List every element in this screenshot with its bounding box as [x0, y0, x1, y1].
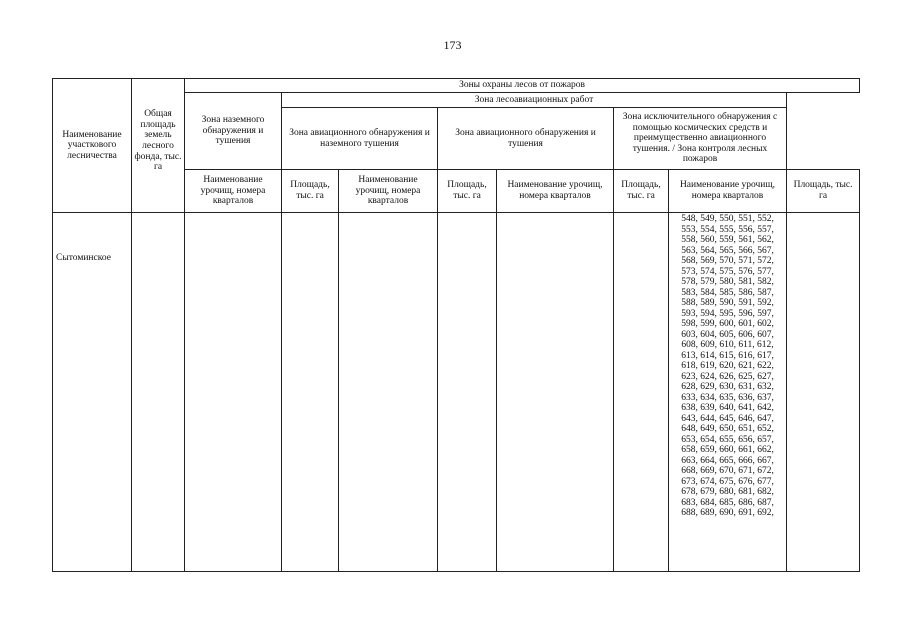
header-tract-name-aviation: Наименование урочищ, номера кварталов	[497, 170, 614, 213]
aviation-area-cell	[614, 213, 669, 572]
quarter-numbers-line: 593, 594, 595, 596, 597,	[681, 308, 774, 319]
quarter-numbers-line: 683, 684, 685, 686, 687,	[681, 497, 774, 508]
fire-protection-zones-table	[52, 78, 860, 572]
table-row	[53, 213, 860, 572]
quarter-numbers-line: 638, 639, 640, 641, 642,	[681, 403, 774, 413]
page-number: 173	[443, 38, 462, 52]
header-tract-name-aviation-ground: Наименование урочищ, номера кварталов	[339, 170, 438, 213]
space-zone-area-cell	[787, 213, 860, 572]
quarter-numbers-line: 643, 644, 645, 646, 647,	[681, 413, 774, 424]
header-tract-name-ground: Наименование урочищ, номера кварталов	[185, 170, 282, 213]
header-tract-name-space: Наименование урочищ, номера кварталов	[669, 170, 787, 213]
quarter-numbers-line: 658, 659, 660, 661, 662,	[681, 445, 774, 455]
quarter-numbers-line: 633, 634, 635, 636, 637,	[681, 392, 774, 403]
header-space-zone: Зона исключительного обнаружения с помощью космических средств и преимущественно авиационного тушения. / Зона контроля лесных пожаров	[614, 108, 787, 170]
quarter-numbers-line: 568, 569, 570, 571, 572,	[681, 256, 774, 266]
header-aviation-detection-zone: Зона авиационного обнаружения и тушения	[438, 108, 614, 170]
header-total-area: Общая площадь земель лесного фонда, тыс. га	[132, 79, 185, 213]
quarter-numbers-line: 678, 679, 680, 681, 682,	[681, 487, 774, 497]
quarter-numbers-line: 613, 614, 615, 616, 617,	[681, 350, 774, 361]
quarter-numbers-line: 623, 624, 626, 625, 627,	[681, 371, 774, 382]
quarter-numbers-line: 628, 629, 630, 631, 632,	[681, 382, 774, 392]
quarter-numbers-line: 673, 674, 675, 676, 677,	[681, 476, 774, 487]
header-area-ground: Площадь, тыс. га	[282, 170, 339, 213]
quarter-numbers-line: 548, 549, 550, 551, 552,	[681, 214, 774, 224]
space-zone-quarters-cell	[669, 213, 787, 572]
quarter-numbers-line: 598, 599, 600, 601, 602,	[681, 319, 774, 329]
quarter-numbers-line: 608, 609, 610, 611, 612,	[681, 340, 774, 350]
quarter-numbers-line: 603, 604, 605, 606, 607,	[681, 329, 774, 340]
header-area-space: Площадь, тыс. га	[787, 170, 860, 213]
header-area-aviation-ground: Площадь, тыс. га	[438, 170, 497, 213]
quarter-numbers-line: 618, 619, 620, 621, 622,	[681, 361, 774, 371]
quarter-numbers-line: 653, 654, 655, 656, 657,	[681, 434, 774, 445]
quarter-numbers-line: 668, 669, 670, 671, 672,	[681, 466, 774, 476]
aviation-ground-area-cell	[438, 213, 497, 572]
quarter-numbers-line: 688, 689, 690, 691, 692,	[681, 508, 774, 518]
header-protection-zones: Зоны охраны лесов от пожаров	[185, 79, 860, 93]
header-row-1	[53, 79, 860, 93]
aviation-tracts-cell	[497, 213, 614, 572]
quarter-numbers-line: 573, 574, 575, 576, 577,	[681, 266, 774, 277]
header-ground-zone: Зона наземного обнаружения и тушения	[185, 93, 282, 170]
header-aviation-ground-zone: Зона авиационного обнаружения и наземного тушения	[282, 108, 438, 170]
ground-tracts-cell	[185, 213, 282, 572]
quarter-numbers-line: 558, 560, 559, 561, 562,	[681, 235, 774, 245]
total-area-cell	[132, 213, 185, 572]
ground-area-cell	[282, 213, 339, 572]
quarter-numbers-line: 578, 579, 580, 581, 582,	[681, 277, 774, 287]
header-area-aviation: Площадь, тыс. га	[614, 170, 669, 213]
header-district-name: Наименование участкового лесничества	[53, 79, 132, 213]
quarter-numbers-line: 563, 564, 565, 566, 567,	[681, 245, 774, 256]
quarter-numbers-line: 583, 584, 585, 586, 587,	[681, 287, 774, 298]
quarter-numbers-line: 663, 664, 665, 666, 667,	[681, 455, 774, 466]
header-aviation-zone: Зона лесоавиационных работ	[282, 93, 787, 108]
quarter-numbers-line: 588, 589, 590, 591, 592,	[681, 298, 774, 308]
quarter-numbers-line: 648, 649, 650, 651, 652,	[681, 424, 774, 434]
aviation-ground-tracts-cell	[339, 213, 438, 572]
quarter-numbers-line: 553, 554, 555, 556, 557,	[681, 224, 774, 235]
district-name-cell: Сытоминское	[53, 213, 132, 572]
